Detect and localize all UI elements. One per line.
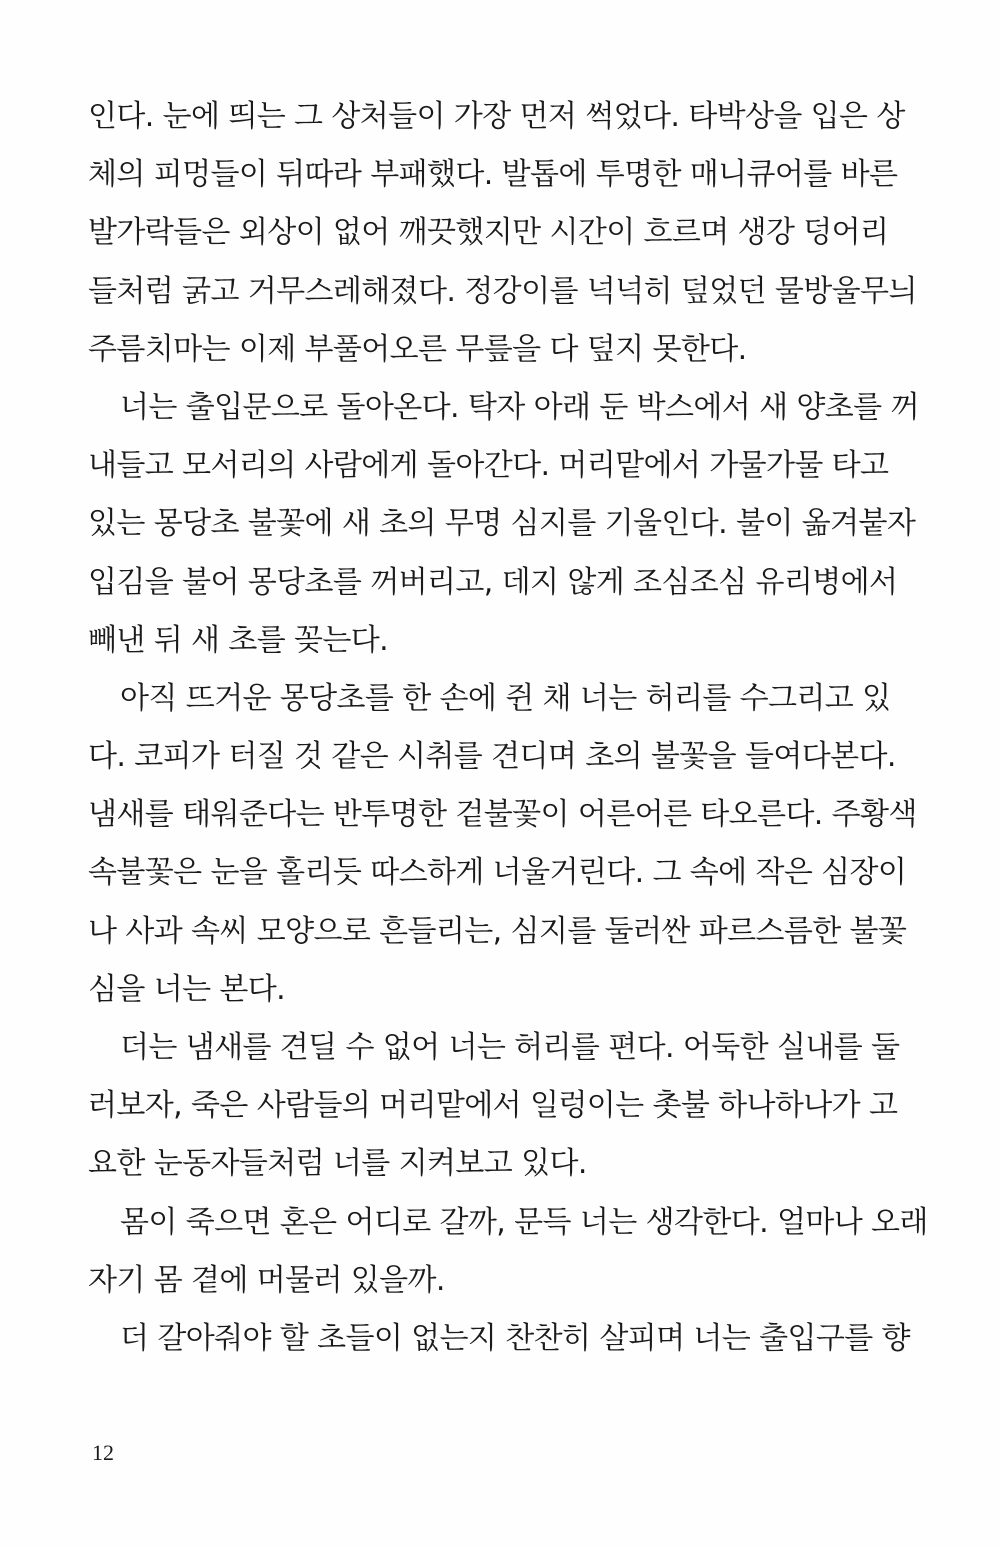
text-line: 요한 눈동자들처럼 너를 지켜보고 있다. — [88, 1146, 587, 1182]
text-line: 빼낸 뒤 새 초를 꽂는다. — [88, 622, 389, 658]
page-number: 12 — [92, 1440, 114, 1465]
text-line: 발가락들은 외상이 없어 깨끗했지만 시간이 흐르며 생강 덩어리 — [88, 215, 889, 251]
text-line: 다. 코피가 터질 것 같은 시취를 견디며 초의 불꽃을 들여다본다. — [88, 739, 896, 775]
text-line: 내들고 모서리의 사람에게 돌아간다. 머리맡에서 가물가물 타고 — [88, 448, 889, 484]
text-line: 주름치마는 이제 부풀어오른 무릎을 다 덮지 못한다. — [88, 331, 747, 367]
paragraph-first-line: 아직 뜨거운 몽당초를 한 손에 쥔 채 너는 허리를 수그리고 있 — [120, 680, 891, 716]
body-text — [88, 88, 928, 1368]
text-line: 입김을 불어 몽당초를 꺼버리고, 데지 않게 조심조심 유리병에서 — [88, 564, 898, 600]
text-line: 있는 몽당초 불꽃에 새 초의 무명 심지를 기울인다. 불이 옮겨붙자 — [88, 506, 916, 542]
text-line: 심을 너는 본다. — [88, 971, 286, 1007]
paragraph-first-line: 너는 출입문으로 돌아온다. 탁자 아래 둔 박스에서 새 양초를 꺼 — [120, 389, 919, 425]
paragraph-first-line: 몸이 죽으면 혼은 어디로 갈까, 문득 너는 생각한다. 얼마나 오래 — [120, 1204, 928, 1240]
text-line: 냄새를 태워준다는 반투명한 겉불꽃이 어른어른 타오른다. 주황색 — [88, 797, 917, 833]
paragraph-first-line: 더는 냄새를 견딜 수 없어 너는 허리를 편다. 어둑한 실내를 둘 — [120, 1030, 900, 1065]
text-line: 속불꽃은 눈을 홀리듯 따스하게 너울거린다. 그 속에 작은 심장이 — [88, 855, 907, 891]
text-line: 나 사과 속씨 모양으로 흔들리는, 심지를 둘러싼 파르스름한 불꽃 — [88, 913, 907, 949]
text-line: 자기 몸 곁에 머물러 있을까. — [88, 1262, 445, 1298]
paragraph-first-line: 더 갈아줘야 할 초들이 없는지 찬찬히 살피며 너는 출입구를 향 — [120, 1320, 910, 1356]
text-line: 러보자, 죽은 사람들의 머리맡에서 일렁이는 촛불 하나하나가 고 — [88, 1088, 898, 1124]
text-line: 들처럼 굵고 거무스레해졌다. 정강이를 넉넉히 덮었던 물방울무늬 — [88, 273, 917, 309]
text-line: 인다. 눈에 띄는 그 상처들이 가장 먼저 썩었다. 타박상을 입은 상 — [88, 99, 905, 134]
text-line: 체의 피멍들이 뒤따라 부패했다. 발톱에 투명한 매니큐어를 바른 — [88, 157, 898, 193]
